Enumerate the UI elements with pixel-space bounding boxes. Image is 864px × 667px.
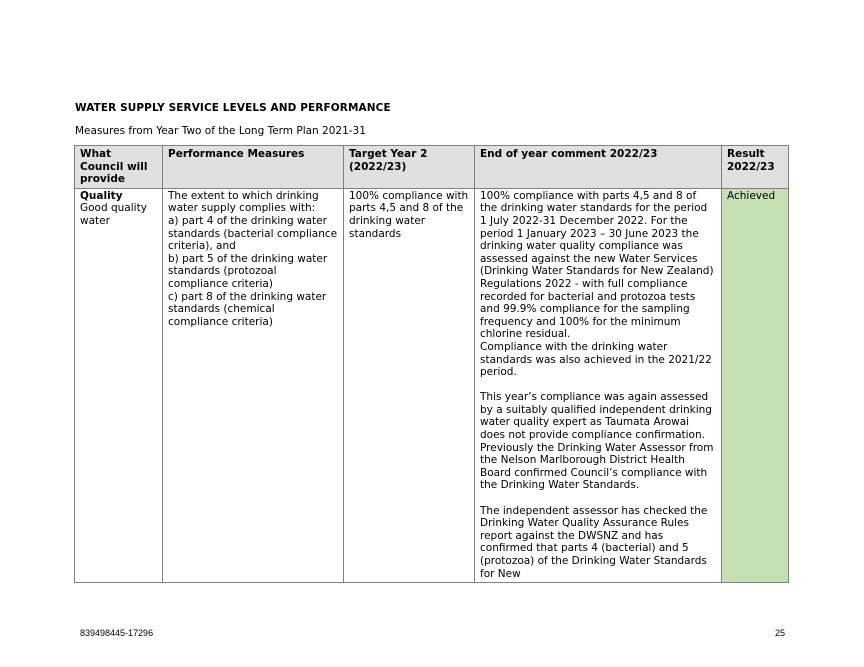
performance-table: [74, 145, 789, 583]
council-title: Quality: [80, 189, 123, 202]
header-what-council: What Council will provide: [75, 146, 163, 189]
header-comment: End of year comment 2022/23: [475, 146, 722, 189]
section-heading: WATER SUPPLY SERVICE LEVELS AND PERFORMANCE: [75, 102, 391, 114]
section-subheading: Measures from Year Two of the Long Term Plan 2021-31: [75, 125, 366, 137]
table-header-row: [75, 146, 789, 189]
cell-comment: 100% compliance with parts 4,5 and 8 of the drinking water standards for the period 1 July 2022-31 December 2022. For the period 1 January 2023 – 30 June 2023 the drinking water quality compliance was assessed against the new Water Services (Drinking Water Standards for New Zealand) Regulations 2022 - with full compliance recorded for bacterial and protozoa tests and 99.9% compliance for the sampling frequency and 100% for the minimum chlorine residual. Compliance with the drinking water standards was also achieved in the 2021/22 period. This year’s compliance was again assessed by a suitably qualified independent drinking water quality expert as Taumata Arowai does not provide compliance confirmation. Previously the Drinking Water Assessor from the Nelson Marlborough District Health Board confirmed Council’s compliance with the Drinking Water Standards. The independent assessor has checked the Drinking Water Quality Assurance Rules report against the DWSNZ and has confirmed that parts 4 (bacterial) and 5 (protozoa) of the Drinking Water Standards for New: [475, 188, 722, 582]
footer-doc-id: 839498445-17296: [80, 628, 154, 638]
table-row: [75, 188, 789, 582]
cell-result: Achieved: [722, 188, 789, 582]
cell-measures: The extent to which drinking water supply complies with: a) part 4 of the drinking water standards (bacterial compliance criteria), and b) part 5 of the drinking water standards (protozoal compliance criteria) c) part 8 of the drinking water standards (chemical compliance criteria): [163, 188, 344, 582]
header-target: Target Year 2 (2022/23): [344, 146, 475, 189]
header-performance-measures: Performance Measures: [163, 146, 344, 189]
cell-target: 100% compliance with parts 4,5 and 8 of the drinking water standards: [344, 188, 475, 582]
cell-council: [75, 188, 163, 582]
header-result: Result 2022/23: [722, 146, 789, 189]
footer-page-number: 25: [775, 628, 786, 638]
council-text: Good quality water: [80, 202, 147, 227]
